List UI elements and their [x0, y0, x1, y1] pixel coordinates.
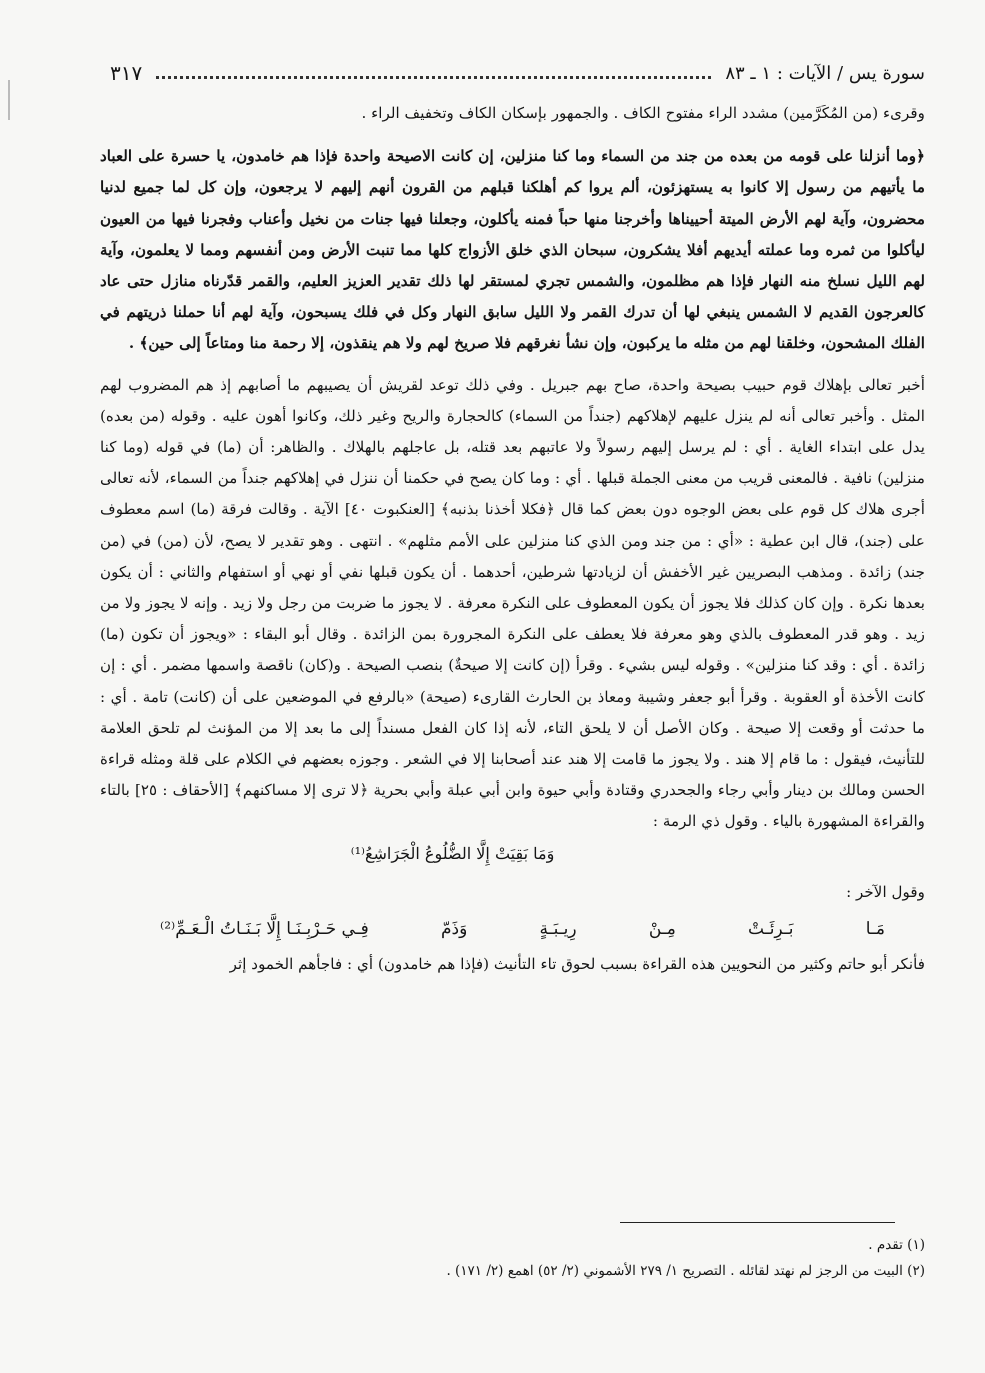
footnote-2: (٢) البيت من الرجز لم نهتد لقائله . التصريح ١/ ٢٧٩ الأشموني (٢/ ٥٢) اهمع (٢/ ١٧١) . [446, 1263, 925, 1279]
poem-word: وَذَمّ [440, 919, 468, 940]
intro-paragraph: وقرىء (من المُكَرَّمين) مشدد الراء مفتوح الكاف . والجمهور بإسكان الكاف وتخفيف الراء . [361, 104, 925, 122]
page-number: ٣١٧ [110, 61, 143, 85]
quran-verse-block: ﴿وما أنزلنا على قومه من بعده من جند من السماء وما كنا منزلين، إن كانت الاصيحة واحدة فإذا هم خامدون، يا حسرة على العباد ما يأتيهم من رسول إلا كانوا به يستهزئون، ألم يروا كم أهلكنا قبلهم من القرون أنهم إليهم لا يرجعون، وإن كل لما جميع لدنيا محضرون، وآية لهم الأرض الميتة أحييناها وأخرجنا منها حباً فمنه يأكلون، وجعلنا فيها جنات من نخيل وأعناب وفجرنا فيها من العيون ليأكلوا من ثمره وما عملته أيديهم أفلا يشكرون، سبحان الذي خلق الأزواج كلها مما تنبت الأرض ومن أنفسهم ومما لا يعلمون، وآية لهم الليل نسلخ منه النهار فإذا هم مظلمون، والشمس تجري لمستقر لها ذلك تقدير العزيز العليم، والقمر قدّرناه منازل حتى عاد كالعرجون القديم لا الشمس ينبغي لها أن تدرك القمر ولا الليل سابق النهار وكل في فلك يسبحون، وآية لهم أنا حملنا ذريتهم في الفلك المشحون، وخلقنا لهم من مثله ما يركبون، وإن نشأ نغرقهم فلا صريخ لهم ولا هم ينقذون، إلا رحمة منا ومتاعاً إلى حين﴾ . [100, 147, 925, 353]
header-leader-dots [156, 76, 711, 79]
poem-word: رِيـبَـةٍ [539, 919, 577, 940]
running-header [110, 58, 925, 88]
surah-title: سورة يس / الآيات : ١ ـ ٨٣ [725, 62, 925, 84]
footnotes [100, 1232, 925, 1284]
poem-word: بَـرِئَـتْ [748, 919, 794, 940]
poem-line-1: وَمَا بَقِيَتْ إِلَّا الضُّلُوعُ الْجَرَاشِعُ⁽¹⁾ [350, 843, 555, 863]
poem-word: فِـي حَـرْبِـنَـا إِلَّا بَـنَـاتُ الْـعَـمِّ⁽²⁾ [160, 919, 369, 940]
poem-2-label: وقول الآخر : [846, 882, 925, 901]
tafsir-paragraph: أخبر تعالى بإهلاك قوم حبيب بصيحة واحدة، صاح بهم جبريل . وفي ذلك توعد لقريش أن يصيبهم ما أصابهم إذ هم المضروب لهم المثل . وأخبر تعالى أنه لم ينزل عليهم لإهلاكهم (جنداً من السماء) كالحجارة والريح وغير ذلك، وكانوا أهون عليه . وقوله (من بعده) يدل على ابتداء الغاية . أي : لم يرسل إليهم رسولاً ولا عاتبهم بعد قتله، بل عاجلهم بالهلاك . والظاهر: أن (ما) في قوله (وما كنا منزلين) نافية . فالمعنى قريب من معنى الجملة قبلها . أي : وما كان يصح في حكمنا أن ننزل في إهلاكهم جنداً من السماء، لأنه تعالى أجرى هلاك كل قوم على بعض الوجوه دون بعض كما قال ﴿فكلا أخذنا بذنبه﴾ [العنكبوت ٤٠] الآية . وقالت فرقة (ما) اسم معطوف على (جند)، قال ابن عطية : «أي : من جند ومن الذي كنا منزلين على الأمم مثلهم» . انتهى . وهو تقدير لا يصح، لأن (من) في (من جند) زائدة . ومذهب البصريين غير الأخفش أن لزيادتها شرطين، أحدهما . أن يكون قبلها نفي أو نهي أو استفهام والثاني : أن يكون بعدها نكرة . وإن كان كذلك فلا يجوز أن يكون المعطوف على النكرة معرفة . لا يجوز ما ضربت من رجل ولا زيد . وإنه لا يجوز ولا من زيد . وهو قدر المعطوف بالذي وهو معرفة فلا يعطف على النكرة المجرورة بمن الزائدة . وقال أبو البقاء : «ويجوز أن تكون (ما) زائدة . أي : وقد كنا منزلين» . وقوله ليس بشيء . وقرأ (إن كانت إلا صيحةٌ) بنصب الصيحة . و(كان) ناقصة واسمها مضمر . أي : إن كانت الأخذة أو العقوبة . وقرأ أبو جعفر وشيبة ومعاذ بن الحارث القارىء (صيحة) «بالرفع في الموضعين على أن (كانت) تامة . أي : ما حدثت أو وقعت إلا صيحة . وكان الأصل أن لا يلحق التاء، لأنه إذا كان الفعل مسنداً إلى ما بعد إلا من المؤنث لم تلحق العلامة للتأنيث، فيقول : ما قام إلا هند . ولا يجوز ما قامت إلا هند عند أصحابنا إلا في الشعر . وجوزه بعضهم في الكلام على قلة ومثله قراءة الحسن ومالك بن دينار وأبي رجاء والجحدري وقتادة وأبي حيوة وابن أبي عبلة وأبي بحرية ﴿لا ترى إلا مساكنهم﴾ [الأحقاف : ٢٥] بالتاء والقراءة المشهورة بالياء . وقول ذي الرمة : [100, 375, 926, 831]
margin-mark [8, 80, 10, 120]
footnote-1: (١) تقدم . [868, 1237, 925, 1253]
footnote-separator [620, 1222, 895, 1223]
poem-line-2 [100, 908, 925, 949]
poem-word: مِـنْ [648, 919, 676, 940]
poem-word: مَـا [865, 919, 885, 940]
after-poem-paragraph: فأنكر أبو حاتم وكثير من النحويين هذه القراءة بسبب لحوق تاء التأنيث (فإذا هم خامدون) أي : فاجأهم الخمود إثر [229, 955, 925, 974]
main-text [100, 98, 925, 980]
